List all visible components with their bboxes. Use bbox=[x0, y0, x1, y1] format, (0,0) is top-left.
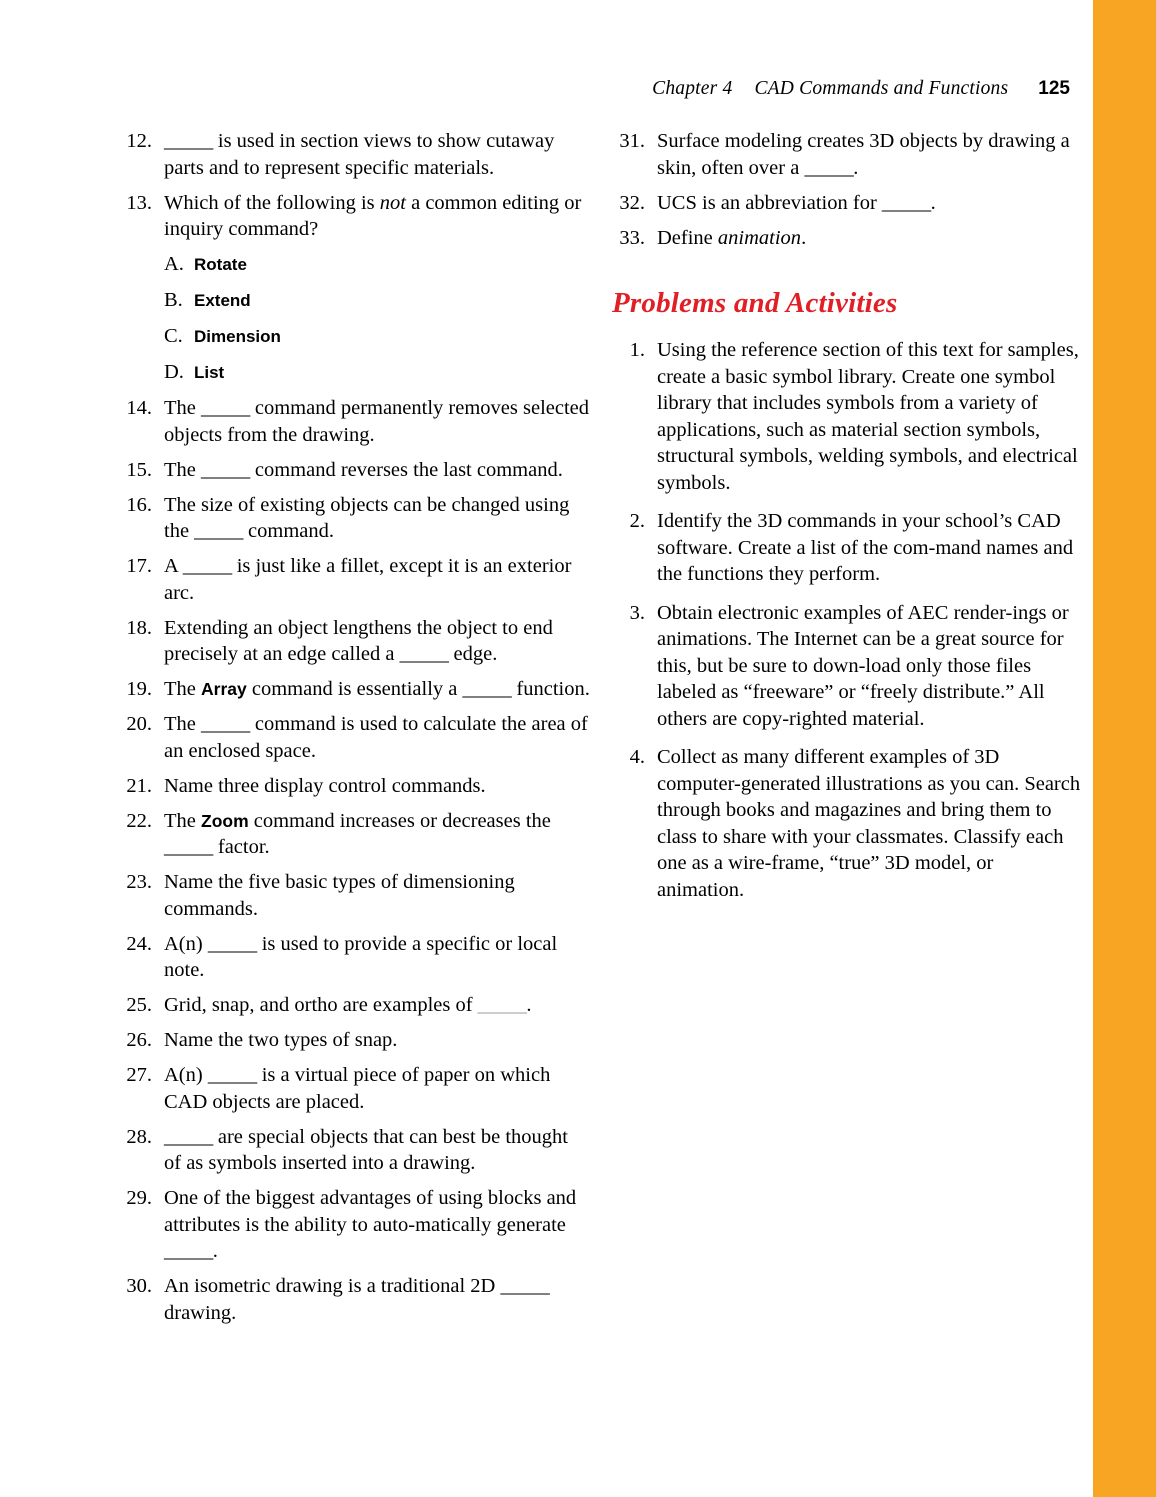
running-head-chapter: Chapter 4 bbox=[652, 78, 733, 99]
fill-in-blank: _____ bbox=[164, 1125, 213, 1148]
review-question-item bbox=[118, 1027, 590, 1054]
text-run: . bbox=[801, 226, 807, 249]
text-run: The bbox=[164, 678, 201, 700]
review-question-number: 15. bbox=[126, 458, 152, 481]
review-question-item bbox=[118, 808, 590, 861]
review-question-number: 16. bbox=[126, 493, 152, 516]
review-question-number: 14. bbox=[126, 397, 152, 419]
review-question-text bbox=[164, 457, 590, 484]
text-run: . bbox=[853, 156, 859, 179]
review-question-item bbox=[118, 1124, 590, 1177]
left-column bbox=[118, 128, 590, 1335]
fill-in-blank: _____ bbox=[881, 191, 931, 214]
choice-letter: C. bbox=[164, 325, 183, 347]
review-question-text bbox=[164, 615, 590, 668]
review-question-text bbox=[164, 1273, 590, 1326]
review-question-number: 18. bbox=[126, 616, 152, 639]
review-question-number: 31. bbox=[619, 130, 645, 152]
fill-in-blank: _____ bbox=[207, 932, 257, 955]
review-question-item bbox=[118, 615, 590, 668]
text-run: Using the reference section of this text for samples, create a basic symbol library. Create one symbol library that includes symbols from a variety of applications, such as material section symbols, structural symbols, welding symbols, and electrical symbols. bbox=[657, 339, 1079, 494]
fill-in-blank: _____ bbox=[164, 130, 213, 152]
fill-in-blank: _____ bbox=[477, 994, 527, 1016]
running-head bbox=[600, 78, 1070, 106]
command-name: Zoom bbox=[201, 810, 249, 831]
review-question-item bbox=[118, 128, 590, 181]
problem-text bbox=[657, 600, 1084, 733]
review-question-text bbox=[657, 225, 1084, 252]
fill-in-blank: _____ bbox=[201, 458, 250, 481]
review-question-item bbox=[118, 931, 590, 984]
review-question-text bbox=[164, 773, 590, 800]
review-question-number: 20. bbox=[126, 713, 152, 735]
choice-text: Rotate bbox=[194, 255, 247, 274]
review-question-text bbox=[164, 869, 590, 922]
review-question-item bbox=[118, 676, 590, 703]
choice-letter: B. bbox=[164, 289, 183, 311]
text-run: Obtain electronic examples of AEC render-ings or animations. The Internet can be a great source for this, but be sure to down-load only those files labeled as “freeware” or “freely distribute.” All others are copy-righted material. bbox=[657, 601, 1069, 730]
problem-text bbox=[657, 508, 1084, 588]
problem-item bbox=[612, 744, 1084, 903]
review-question-text bbox=[164, 808, 590, 861]
text-run: Collect as many different examples of 3D computer-generated illustrations as you can. Search through books and magazines and bring them to class to share with your classmates. Classify each one as a wire-frame, “true” 3D model, or animation. bbox=[657, 746, 1081, 901]
text-run: command increases or decreases the bbox=[248, 809, 551, 832]
text-run: is a virtual piece of paper on which CAD objects are placed. bbox=[164, 1064, 551, 1113]
problem-number: 2. bbox=[629, 510, 645, 532]
review-question-number: 30. bbox=[126, 1275, 152, 1297]
text-run: The size of existing objects can be changed using the bbox=[164, 493, 570, 542]
problem-number: 1. bbox=[629, 339, 645, 361]
text-run: The bbox=[164, 397, 201, 419]
review-question-text bbox=[164, 492, 590, 545]
text-run: command permanently removes selected objects from the drawing. bbox=[164, 397, 590, 446]
right-column bbox=[612, 128, 1084, 915]
review-question-number: 26. bbox=[126, 1029, 152, 1051]
multiple-choice-option bbox=[164, 359, 590, 386]
problem-item bbox=[612, 508, 1084, 588]
review-question-text bbox=[164, 553, 590, 606]
review-question-item bbox=[118, 457, 590, 484]
text-run: command reverses the last command. bbox=[249, 458, 563, 481]
review-question-number: 12. bbox=[126, 130, 152, 152]
text-run: factor. bbox=[212, 836, 270, 858]
text-run: are special objects that can best be thought of as symbols inserted into a drawing. bbox=[164, 1125, 568, 1174]
fill-in-blank: _____ bbox=[804, 156, 854, 179]
text-run: Name the five basic types of dimensioning commands. bbox=[164, 871, 515, 920]
fill-in-blank: _____ bbox=[164, 1240, 213, 1262]
review-question-number: 21. bbox=[126, 774, 152, 797]
review-question-number: 27. bbox=[126, 1064, 152, 1086]
review-question-number: 13. bbox=[126, 191, 152, 214]
review-question-text bbox=[164, 1185, 590, 1265]
text-run: A(n) bbox=[164, 932, 208, 955]
problem-number: 3. bbox=[629, 601, 645, 624]
text-run: A(n) bbox=[164, 1064, 208, 1086]
fill-in-blank: _____ bbox=[201, 713, 250, 735]
italic-term: not bbox=[379, 191, 406, 214]
multiple-choice-option bbox=[164, 251, 590, 278]
text-run: Name three display control commands. bbox=[164, 774, 486, 797]
review-question-text bbox=[164, 395, 590, 448]
review-question-text bbox=[164, 1124, 590, 1177]
review-question-item bbox=[118, 992, 590, 1019]
problem-number: 4. bbox=[629, 746, 645, 768]
review-question-text bbox=[164, 992, 590, 1019]
text-run: A bbox=[164, 555, 183, 577]
review-question-item bbox=[118, 773, 590, 800]
text-run: One of the biggest advantages of using blocks and attributes is the ability to auto-matically generate bbox=[164, 1187, 577, 1236]
review-question-text bbox=[657, 128, 1084, 181]
review-question-number: 25. bbox=[126, 994, 152, 1016]
review-question-item bbox=[118, 1185, 590, 1265]
text-run: is used in section views to show cutaway parts and to represent specific materials. bbox=[164, 130, 555, 179]
text-run: edge. bbox=[448, 643, 498, 665]
text-run: Define bbox=[657, 226, 718, 249]
text-run: drawing. bbox=[164, 1301, 237, 1324]
text-run: . bbox=[930, 191, 936, 214]
text-run: Identify the 3D commands in your school’s CAD software. Create a list of the com-mand names and the functions they perform. bbox=[657, 510, 1074, 585]
problem-text bbox=[657, 744, 1084, 903]
text-run: is used to provide a specific or local note. bbox=[164, 932, 558, 981]
review-question-text bbox=[164, 128, 590, 181]
review-question-text bbox=[164, 1062, 590, 1115]
review-question-item bbox=[118, 711, 590, 764]
choice-text: Dimension bbox=[194, 327, 281, 346]
review-question-text bbox=[164, 711, 590, 764]
text-run: command. bbox=[242, 520, 335, 542]
multiple-choice-option bbox=[164, 323, 590, 350]
review-question-item bbox=[612, 225, 1084, 252]
review-question-text bbox=[164, 1027, 590, 1054]
review-question-number: 23. bbox=[126, 871, 152, 893]
text-run: UCS is an abbreviation for bbox=[657, 191, 882, 214]
text-run: Grid, snap, and ortho are examples of bbox=[164, 994, 478, 1016]
text-run: Extending an object lengthens the object to end precisely at an edge called a bbox=[164, 616, 553, 665]
review-question-item bbox=[118, 553, 590, 606]
review-question-item bbox=[118, 869, 590, 922]
review-question-item bbox=[118, 190, 590, 243]
text-run: . bbox=[212, 1240, 218, 1262]
review-question-text bbox=[164, 190, 590, 243]
fill-in-blank: _____ bbox=[500, 1275, 550, 1297]
problem-text bbox=[657, 337, 1084, 496]
review-question-number: 19. bbox=[126, 678, 152, 700]
review-question-number: 32. bbox=[619, 191, 645, 214]
page-number: 125 bbox=[1038, 78, 1070, 99]
text-run: command is used to calculate the area of an enclosed space. bbox=[164, 713, 588, 762]
problem-item bbox=[612, 600, 1084, 733]
review-question-item bbox=[118, 492, 590, 545]
choice-text: List bbox=[194, 363, 225, 382]
review-question-number: 24. bbox=[126, 932, 152, 955]
review-question-item bbox=[118, 395, 590, 448]
text-run: Name the two types of snap. bbox=[164, 1029, 398, 1051]
review-question-number: 17. bbox=[126, 555, 152, 577]
text-run: The bbox=[164, 809, 201, 832]
text-run: . bbox=[526, 994, 532, 1016]
multiple-choice-option bbox=[164, 287, 590, 314]
review-question-number: 22. bbox=[126, 809, 152, 832]
fill-in-blank: _____ bbox=[201, 397, 250, 419]
review-question-number: 33. bbox=[619, 226, 645, 249]
section-heading-problems-and-activities: Problems and Activities bbox=[612, 287, 898, 319]
review-question-item bbox=[118, 1273, 590, 1326]
page-edge-bar bbox=[1093, 0, 1156, 1497]
fill-in-blank: _____ bbox=[164, 836, 213, 858]
review-question-item bbox=[118, 1062, 590, 1115]
text-run: The bbox=[164, 713, 201, 735]
text-run: The bbox=[164, 458, 201, 481]
text-run: command is essentially a bbox=[246, 678, 463, 700]
choice-letter: A. bbox=[164, 253, 184, 275]
text-run: Surface modeling creates 3D objects by drawing a skin, often over a bbox=[657, 130, 1070, 179]
review-question-item bbox=[612, 128, 1084, 181]
problem-item bbox=[612, 337, 1084, 496]
review-question-item bbox=[612, 190, 1084, 217]
italic-term: animation bbox=[717, 226, 802, 249]
text-run: a common editing or inquiry command? bbox=[164, 191, 582, 240]
fill-in-blank: _____ bbox=[182, 555, 232, 577]
fill-in-blank: _____ bbox=[194, 520, 243, 542]
fill-in-blank: _____ bbox=[207, 1064, 257, 1086]
fill-in-blank: _____ bbox=[399, 643, 449, 665]
text-run: function. bbox=[511, 678, 590, 700]
text-run: An isometric drawing is a traditional 2D bbox=[164, 1275, 501, 1297]
fill-in-blank: _____ bbox=[462, 678, 512, 700]
running-head-title: CAD Commands and Functions bbox=[754, 78, 1009, 99]
review-question-text bbox=[164, 676, 590, 703]
text-run: is just like a fillet, except it is an exterior arc. bbox=[164, 555, 572, 604]
choice-letter: D. bbox=[164, 361, 184, 383]
choice-text: Extend bbox=[194, 291, 251, 310]
review-question-number: 29. bbox=[126, 1187, 152, 1209]
text-run: Which of the following is bbox=[164, 191, 380, 214]
multiple-choice-list bbox=[118, 251, 590, 386]
review-question-text bbox=[657, 190, 1084, 217]
command-name: Array bbox=[201, 679, 247, 699]
review-question-number: 28. bbox=[126, 1125, 152, 1148]
review-question-text bbox=[164, 931, 590, 984]
